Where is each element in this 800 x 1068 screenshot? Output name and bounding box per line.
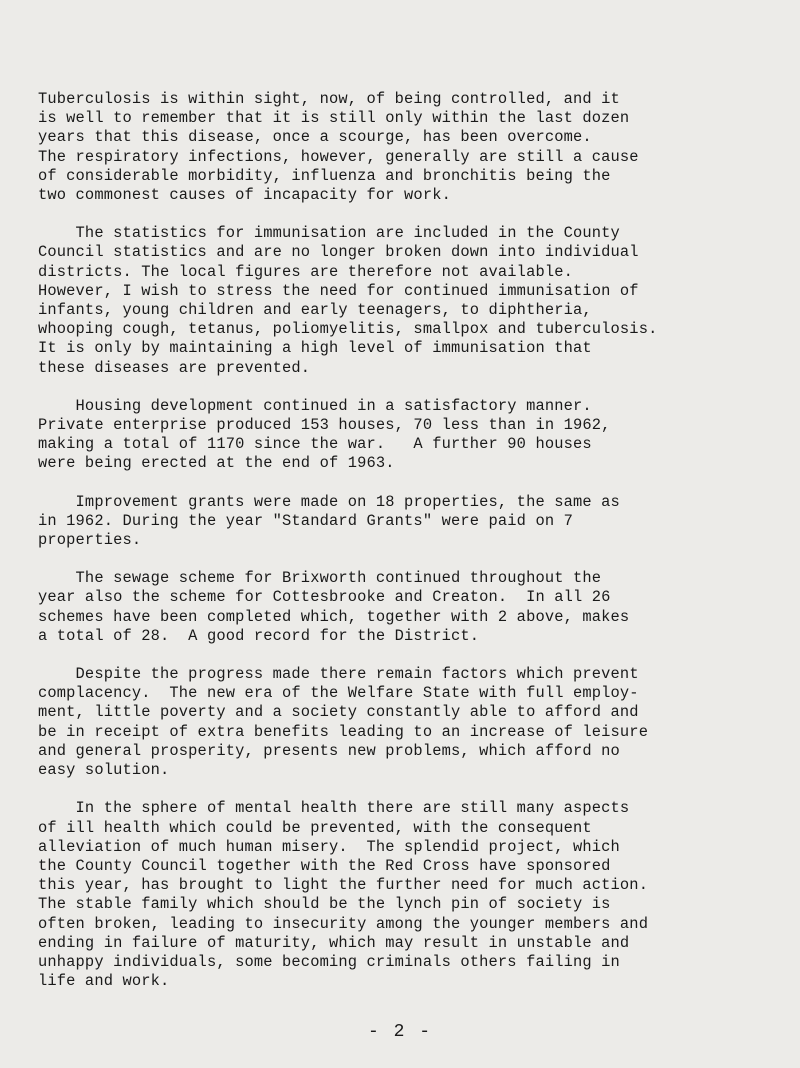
paragraph-welfare-state: Despite the progress made there remain factors which prevent complacency. The new era of the Welfare State with full employ- ment, little poverty and a society constantly able to afford and be in receipt of extra benefits leading to an increase of leisure and general prosperity, presents new problems, which afford no easy solution. [38, 665, 649, 780]
paragraph-immunisation: The statistics for immunisation are included in the County Council statistics and are no longer broken down into individual districts. The local figures are therefore not available. However, I wish to stress the need for continued immunisation of infants, young children and early teenagers, to diphtheria, whooping cough, tetanus, poliomyelitis, smallpox and tuberculosis. It is only by maintaining a high level of immunisation that these diseases are prevented. [38, 224, 658, 377]
paragraph-sewage: The sewage scheme for Brixworth continued throughout the year also the scheme for Cottesbrooke and Creaton. In all 26 schemes have been completed which, together with 2 above, makes a total of 28. A good record for the District. [38, 569, 630, 645]
paragraph-improvement-grants: Improvement grants were made on 18 properties, the same as in 1962. During the year "Standard Grants" were paid on 7 properties. [38, 492, 620, 550]
body-text [38, 90, 783, 991]
paragraph-tuberculosis: Tuberculosis is within sight, now, of being controlled, and it is well to remember that it is still only within the last dozen years that this disease, once a scourge, has been overcome. The respiratory infections, however, generally are still a cause of considerable morbidity, influenza and bronchitis being the two commonest causes of incapacity for work. [38, 90, 639, 205]
paragraph-mental-health: In the sphere of mental health there are still many aspects of ill health which could be prevented, with the consequent alleviation of much human misery. The splendid project, which the County Council together with the Red Cross have sponsored this year, has brought to light the further need for much action. The stable family which should be the lynch pin of society is often broken, leading to insecurity among the younger members and ending in failure of maturity, which may result in unstable and unhappy individuals, some becoming criminals others failing in life and work. [38, 799, 649, 991]
paragraph-housing: Housing development continued in a satisfactory manner. Private enterprise produced 153 houses, 70 less than in 1962, making a total of 1170 since the war. A further 90 houses were being erected at the end of 1963. [38, 396, 611, 473]
page-number: - 2 - [367, 1022, 432, 1042]
